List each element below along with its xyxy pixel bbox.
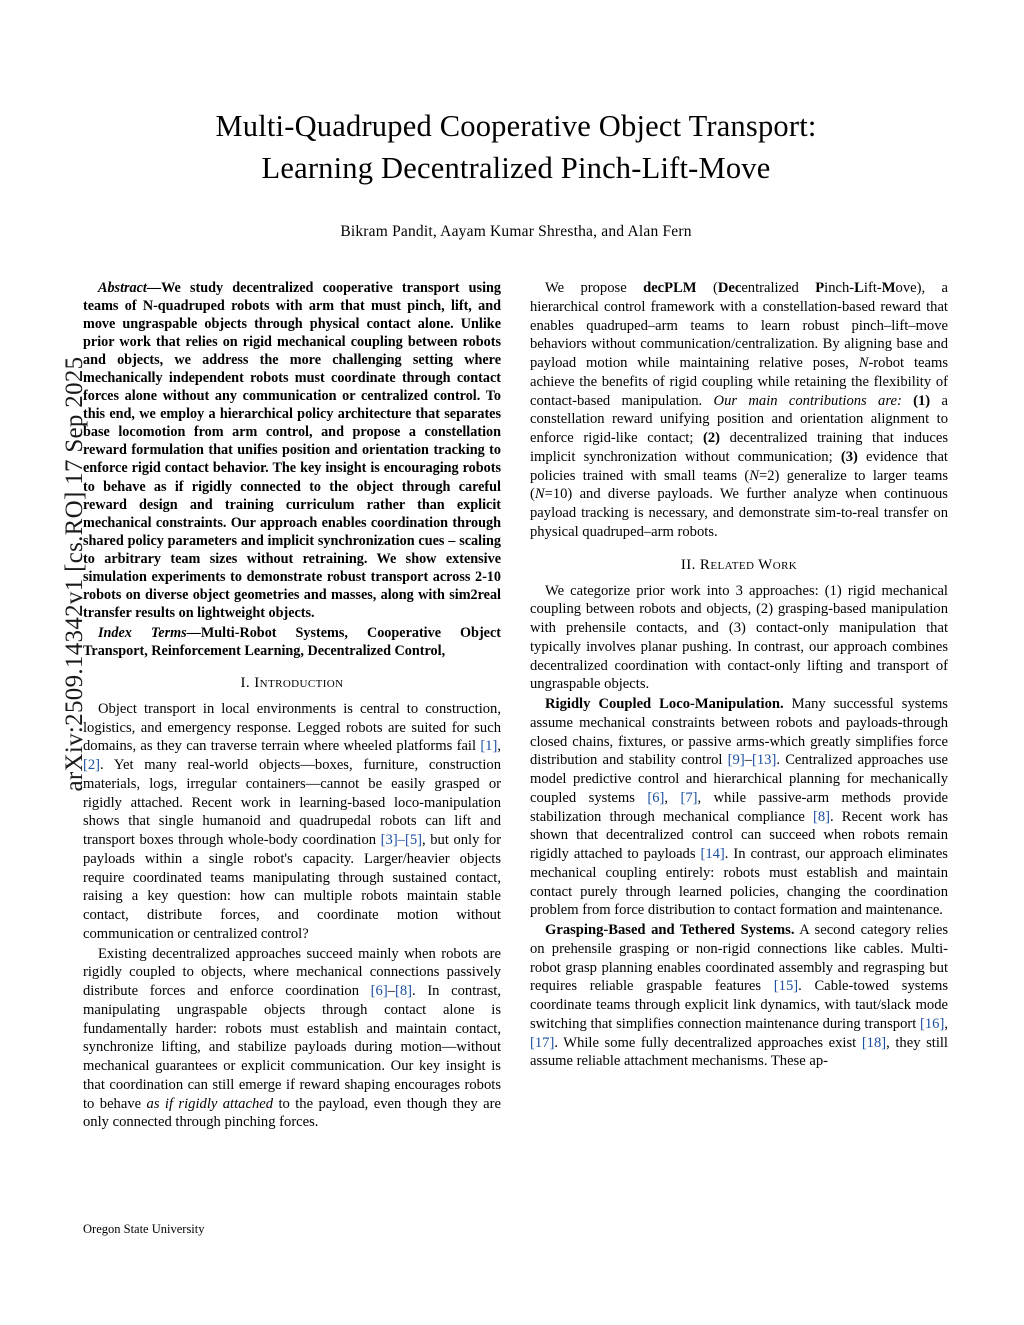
right-column (530, 279, 948, 1071)
two-column-body (83, 279, 949, 1132)
citation-1[interactable]: [1] (480, 738, 498, 755)
citation-9-13[interactable]: [9] (727, 752, 745, 769)
title-line-1: Multi-Quadruped Cooperative Object Transport: (215, 109, 817, 143)
page-title (83, 105, 949, 189)
affiliation-footnote: Oregon State University (83, 1222, 205, 1236)
index-terms-label: Index Terms (98, 624, 187, 641)
title-line-2: Learning Decentralized Pinch-Lift-Move (261, 151, 771, 186)
citation-8b[interactable]: [8] (812, 808, 830, 825)
section-heading-related-work: II. Related Work (680, 556, 798, 573)
author-list: Bikram Pandit, Aayam Kumar Shrestha, and Alan Fern (340, 223, 692, 241)
citation-6-8[interactable]: [6] (370, 983, 388, 1000)
citation-2[interactable]: [2] (83, 757, 101, 774)
citation-8[interactable]: [8] (394, 983, 413, 1000)
citation-7[interactable]: [7] (680, 789, 698, 806)
section-heading-introduction: I. Introduction (240, 674, 344, 691)
grasping-based-heading: Grasping-Based and Tethered Systems. (545, 922, 795, 939)
proposal-paragraph: We propose decPLM (Decentralized Pinch-Lift-Move), a hierarchical control framework with a constellation-based reward that enables quadruped–arm teams to learn robust pinch–lift–move behaviors without communication/centralization. By aligning base and payload motion while maintaining relative poses, N-robot teams achieve the benefits of rigid coupling while retaining the flexibility of contact-based manipulation. Our main contributions are: (1) a constellation reward unifying position and orientation alignment to enforce rigid-like contact; (2) decentralized training that induces implicit synchronization without communication; (3) evidence that policies trained with small teams (N=2) generalize to larger teams (N=10) and diverse payloads. We further analyze when continuous payload tracking is necessary, and demonstrate sim-to-real transfer on physical quadruped–arm robots. (530, 280, 949, 540)
abstract-label: Abstract (98, 280, 147, 297)
related-work-paragraph-1: We categorize prior work into 3 approaches: (1) rigid mechanical coupling between robots and objects, (2) grasping-based manipulation with prehensile contacts, and (3) contact-only manipulation that typically involves planar pushing. In contrast, our approach combines decentralized coordination with contact-only lifting and transport of ungraspable objects. (530, 582, 948, 693)
paper-content (83, 105, 949, 1132)
citation-18[interactable]: [18] (861, 1034, 887, 1051)
citation-6[interactable]: [6] (647, 789, 665, 806)
arxiv-stamp: arXiv:2509.14342v1 [cs.RO] 17 Sep 2025 (61, 356, 88, 792)
citation-13[interactable]: [13] (751, 752, 777, 769)
intro-paragraph-2: Existing decentralized approaches succeed mainly when robots are rigidly coupled to objects, where mechanical connections passively distribute forces and enforce coordination [6]–[8]. In contrast, manipulating ungraspable objects through contact alone is fundamentally harder: robots must establish and maintain contact, synchronize lifting, and stabilize payloads during motion—without mechanical guarantees or explicit communication. Our key insight is that coordination can still emerge if reward shaping encourages robots to behave as if rigidly attached to the payload, even though they are only connected through pinching forces. (83, 945, 502, 1131)
index-terms-text: —Multi-Robot Systems, Cooperative Object Transport, Reinforcement Learning, Decentralized Control, (83, 624, 501, 659)
related-work-paragraph-3: Grasping-Based and Tethered Systems. A second category relies on prehensile grasping or non-rigid connections like cables. Multi-robot grasp planning enables coordinated assembly and regrasping but requires reliable graspable features [15]. Cable-towed systems coordinate teams through explicit link dynamics, with taut/slack mode switching that simplifies connection maintenance during transport [16], [17]. While some fully decentralized approaches exist [18], they still assume reliable attachment mechanisms. These ap- (530, 922, 949, 1070)
intro-paragraph-1: Object transport in local environments is central to construction, logistics, and emergency response. Legged robots are suited for such domains, as they can traverse terrain where wheeled platforms fail [1], [2]. Yet many real-world objects—boxes, furniture, construction materials, logs, irregular containers—cannot be easily grasped or rigidly attached. Recent work in learning-based loco-manipulation shows that single humanoid and quadrupedal robots can lift and transport boxes through whole-body coordination [3]–[5], but only for payloads within a single robot's capacity. Larger/heavier objects require coordinated teams manipulating through sustained contact, raising a key question: how can multiple robots maintain stable contact, distribute forces, and coordinate motion without communication or centralized control? (83, 700, 501, 942)
citation-15[interactable]: [15] (773, 978, 799, 995)
index-terms-paragraph (83, 624, 501, 660)
related-work-paragraph-2: Rigidly Coupled Loco-Manipulation. Many successful systems assume mechanical constraints between robots and payloads-through closed chains, fixtures, or passive arms-which greatly simplifies force distribution and stability control [9]–[13]. Centralized approaches use model predictive control and hierarchical planning for mechanically coupled systems [6], [7], while passive-arm methods provide stabilization through mechanical compliance [8]. Recent work has shown that decentralized control can succeed when robots remain rigidly attached to payloads [14]. In contrast, our approach eliminates mechanical coupling entirely: robots must establish and maintain contact purely through learned policies, changing the coordination problem from force distribution to contact formation and maintenance. (530, 696, 949, 919)
abstract-paragraph (83, 279, 501, 622)
left-column (83, 279, 501, 1132)
abstract-text: —We study decentralized cooperative transport using teams of N-quadruped robots with arm that must pinch, lift, and move ungraspable objects through physical contact alone. Unlike prior work that relies on rigid mechanical coupling between robots and objects, we address the more challenging setting where mechanically independent robots must coordinate through contact forces alone without any communication or centralized control. To this end, we employ a hierarchical policy architecture that separates base locomotion from arm control, and propose a constellation reward formulation that unifies position and orientation tracking to enforce rigid contact behavior. The key insight is encouraging robots to behave as if rigidly connected to the object through careful reward design and training curriculum rather than explicit mechanical constraints. Our approach enables coordination through shared policy parameters and implicit synchronization cues – scaling to arbitrary team sizes without retraining. We show extensive simulation experiments to demonstrate robust transport across 2-10 robots on diverse object geometries and masses, along with sim2real transfer results on lightweight objects. (83, 280, 501, 621)
citation-16[interactable]: [16] (920, 1015, 945, 1032)
rigidly-coupled-heading: Rigidly Coupled Loco-Manipulation. (545, 696, 784, 713)
citation-17[interactable]: [17] (530, 1034, 555, 1051)
citation-3-5[interactable]: [3]–[5] (380, 832, 422, 849)
citation-14[interactable]: [14] (700, 846, 725, 863)
